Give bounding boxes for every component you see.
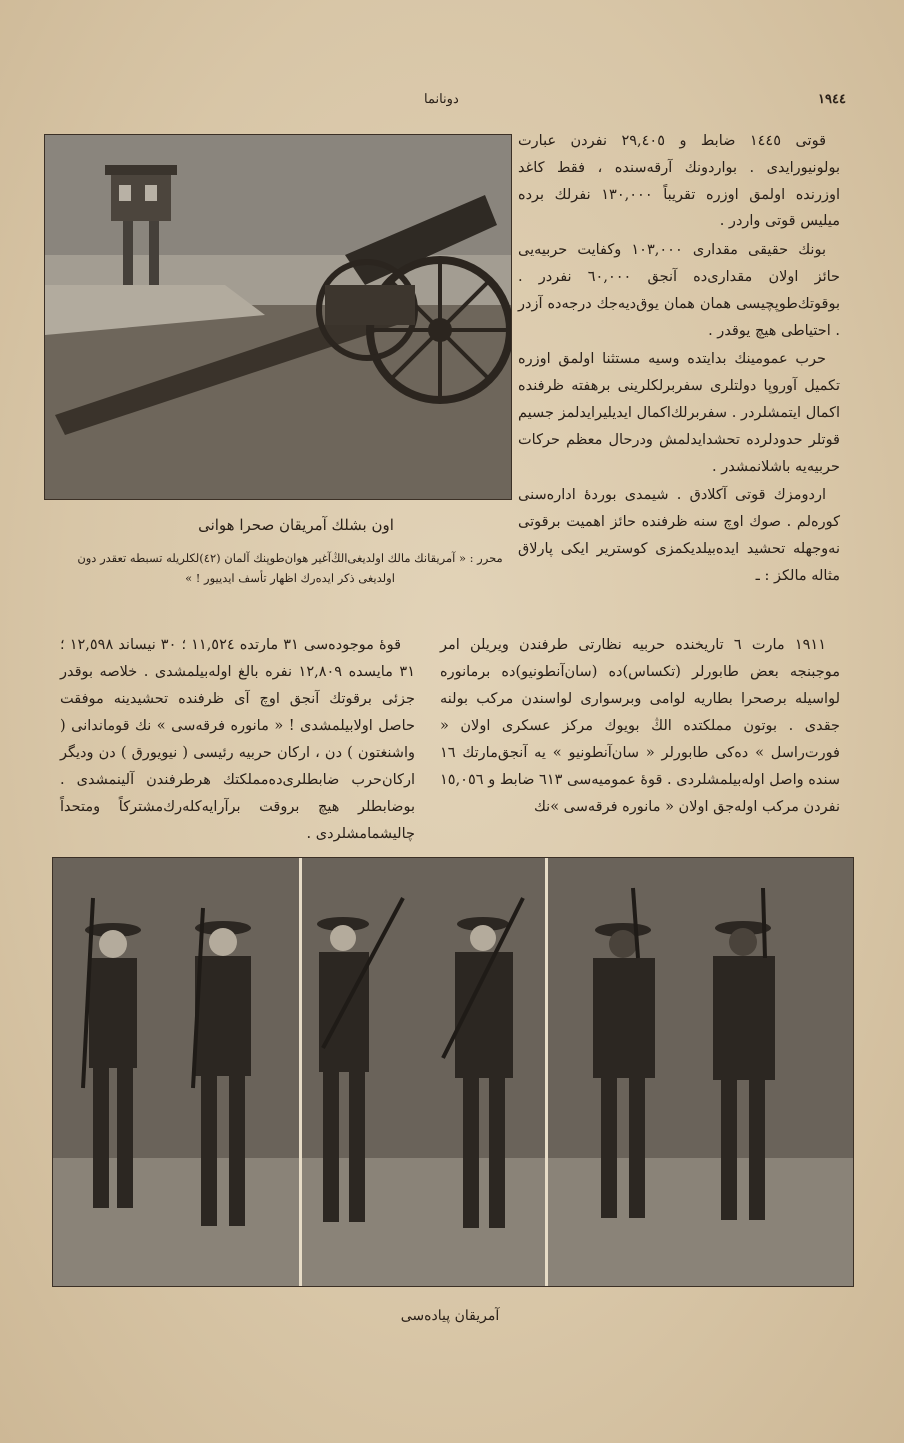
page-number: ١٩٤٤ [818,92,846,107]
journal-name: دونانما [424,92,459,107]
paragraph: قوتی ١٤٤٥ ضابط و ٢٩,٤٠٥ نفردن عبارت بولونیورایدی . بواردونك آرقه‌سنده ، فقط كاغد اوزرنده اولمق اوزره تقریباً ١٣٠,٠٠٠ نفرلك برده میلیس قوتی واردر . [518,133,840,230]
paragraph: قوۀ موجوده‌سی ٣١ مارتده ١١,٥٢٤ ؛ ٣٠ نیساند ١٢,٥٩٨ ؛ ٣١ مایسده ١٢,٨٠٩ نفره بالغ اوله‌بیلمشدی . خلاصه بوقدر جزئی برقوتك آنجق اوچ آی ظرفنده تحشیدینه موفقت حاصل اولابیلمشدی ! « مانوره فرقه‌سی » نك قوماندانی ( واشنغتون ) دن ، اركان حربیه رئیسی ( نیویورق ) دن ودیگر اركان‌حرب ضابطلری‌ده‌مملكتك هرطرفندن آلینمشدی . بوضابطلر هیچ برو‌قت برآرایه‌كله‌رك‌مشتركاً ومتحداً چالیشمامشلردی . [60,637,415,842]
left-text-column [60,632,415,850]
infantry-photo [52,857,854,1287]
paragraph: ١٩١١ مارت ٦ تاریخنده حربیه نظارتی طرفندن ویریلن امر موجبنجه بعض طابورلر (تكساس)ده (سان‌آنطونیو)ده برمانوره لواسیله برصحرا بطاریه لوامی وبرسواری لواسندن مركب بولنه جقدی . بوتون مملكتده الڭ بویوك مركز عسكری اولان « فورت‌راسل » ده‌كی طابورلر « سان‌آنطونیو » یه آنجق‌مارتك ١٦ سنده واصل اوله‌بیلمشلردی . قوۀ عمومیه‌سی ٦١٣ ضابط و ١٥,٠٥٦ نفردن مركب اوله‌جق اولان « مانوره فرقه‌سی »نك [440,637,840,815]
howitzer-photo [44,134,512,500]
editor-note: محرر : « آمریقانك مالك اولدیغی‌الڭ‌آغیر هوان‌طوپنك آلمان (٤٢)لكلریله تسبطه تعقدر دون اولدیغی ذكر ایده‌رك اظهار تأسف ایدییور ! » [77,551,503,585]
infantry-illustration [53,858,853,1286]
paragraph: بونك حقیقی مقداری ١٠٣,٠٠٠ وكفایت حربیه‌یی حائز اولان مقداری‌ده آنجق ٦٠,٠٠٠ نفردر . بوقوتك‌طوپچیسی همان همان یوق‌دیه‌جك درجه‌ده آزدر . احتیاطی هیچ یوقدر . [518,242,840,339]
paragraph: حرب عمومینك بدایتده وسیه مستثنا اولمق اوزره تكمیل آوروپا دولتلری سفربرلكلرینی برهفته ظرفنده اكمال ایتمشلردر . سفربرلك‌اكمال ایدیلیرایدلمز جسیم قوتلر حدودلرده تحشدایدلمش ودرحال معظم حركات حربیه‌یه باشلانمشدر . [518,351,840,475]
howitzer-caption: اون بشلك آمریقان صحرا هوانی [198,516,394,534]
right-text-column [518,128,840,592]
howitzer-illustration [45,135,511,499]
paragraph: اردومزك قوتی آكلادق . شیمدی بوردۀ اداره‌سنی كوره‌لم . صوك اوچ سنه ظرفنده حائز اهمیت برقوتی نه‌وجهله تحشید ایده‌بیلدیكمزی كوستریر ایكی پارلاق مثاله مالكز : ـ [518,487,840,584]
lower-right-text-column [440,632,840,823]
infantry-caption: آمریقان پیاده‌سی [400,1308,500,1324]
